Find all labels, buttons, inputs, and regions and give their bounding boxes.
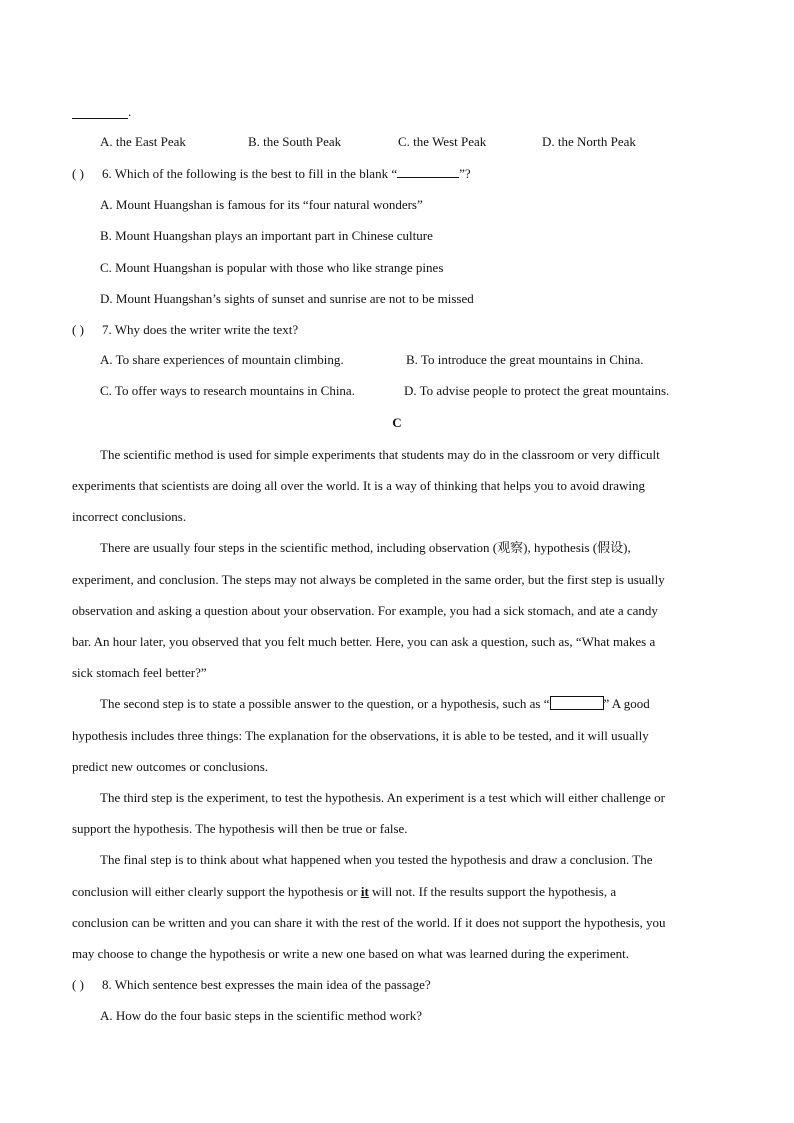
passage-line: experiment, and conclusion. The steps may not always be completed in the same order, but the first step is usually [72,572,665,587]
section-title: C [392,415,402,430]
passage-line: predict new outcomes or conclusions. [72,759,269,774]
passage-line: observation and asking a question about your observation. For example, you had a sick stomach, and ate a candy [72,603,658,618]
q6-option-d: D. Mount Huangshan’s sights of sunset and sunrise are not to be missed [100,291,474,306]
passage-line: sick stomach feel better?” [72,665,207,680]
q7-stem: ( ) 7. Why does the writer write the text? [72,322,299,337]
answer-box-blank [550,696,604,710]
answer-blank [72,108,128,119]
q8-stem: ( ) 8. Which sentence best expresses the main idea of the passage? [72,977,431,992]
q7-option-a: A. To share experiences of mountain climbing. [100,352,344,367]
answer-bracket: ( ) [72,166,84,181]
answer-bracket: ( ) [72,977,84,992]
passage-line: The final step is to think about what happened when you tested the hypothesis and draw a conclusion. The [100,852,653,867]
passage-line: The third step is the experiment, to test the hypothesis. An experiment is a test which will either challenge or [100,790,665,805]
q7-option-b: B. To introduce the great mountains in China. [406,352,644,367]
answer-blank [397,165,459,178]
passage-line: The second step is to state a possible answer to the question, or a hypothesis, such as “ ” A good [100,696,650,711]
q6-option-a: A. Mount Huangshan is famous for its “four natural wonders” [100,197,423,212]
underlined-word: it [360,884,369,899]
q6-option-b: B. Mount Huangshan plays an important part in Chinese culture [100,228,433,243]
q5-trail: . [128,104,132,119]
passage-line: may choose to change the hypothesis or write a new one based on what was learned during the experiment. [72,946,630,961]
q7-option-d: D. To advise people to protect the great mountains. [404,383,670,398]
passage-line: There are usually four steps in the scientific method, including observation (观察), hypothesis (假设), [100,540,631,555]
passage-line: hypothesis includes three things: The explanation for the observations, it is able to be tested, and it will usually [72,728,649,743]
answer-bracket: ( ) [72,322,84,337]
q5-option-a: A. the East Peak [100,134,186,149]
passage-line: conclusion will either clearly support the hypothesis or it will not. If the results support the hypothesis, a [72,884,617,899]
passage-line: bar. An hour later, you observed that you felt much better. Here, you can ask a question, such as, “What makes a [72,634,656,649]
q5-option-d: D. the North Peak [542,134,636,149]
passage-line: conclusion can be written and you can share it with the rest of the world. If it does not support the hypothesis, you [72,915,666,930]
q6-option-c: C. Mount Huangshan is popular with those who like strange pines [100,260,444,275]
q8-option-a: A. How do the four basic steps in the scientific method work? [100,1008,423,1023]
passage-line: The scientific method is used for simple experiments that students may do in the classroom or very difficult [100,447,660,462]
passage-line: support the hypothesis. The hypothesis will then be true or false. [72,821,408,836]
q5-option-c: C. the West Peak [398,134,487,149]
q7-option-c: C. To offer ways to research mountains in China. [100,383,355,398]
passage-line: experiments that scientists are doing all over the world. It is a way of thinking that helps you to avoid drawing [72,478,645,493]
q5-option-b: B. the South Peak [248,134,342,149]
q6-stem: ( ) 6. Which of the following is the best to fill in the blank “ ”? [72,166,471,181]
passage-line: incorrect conclusions. [72,509,187,524]
